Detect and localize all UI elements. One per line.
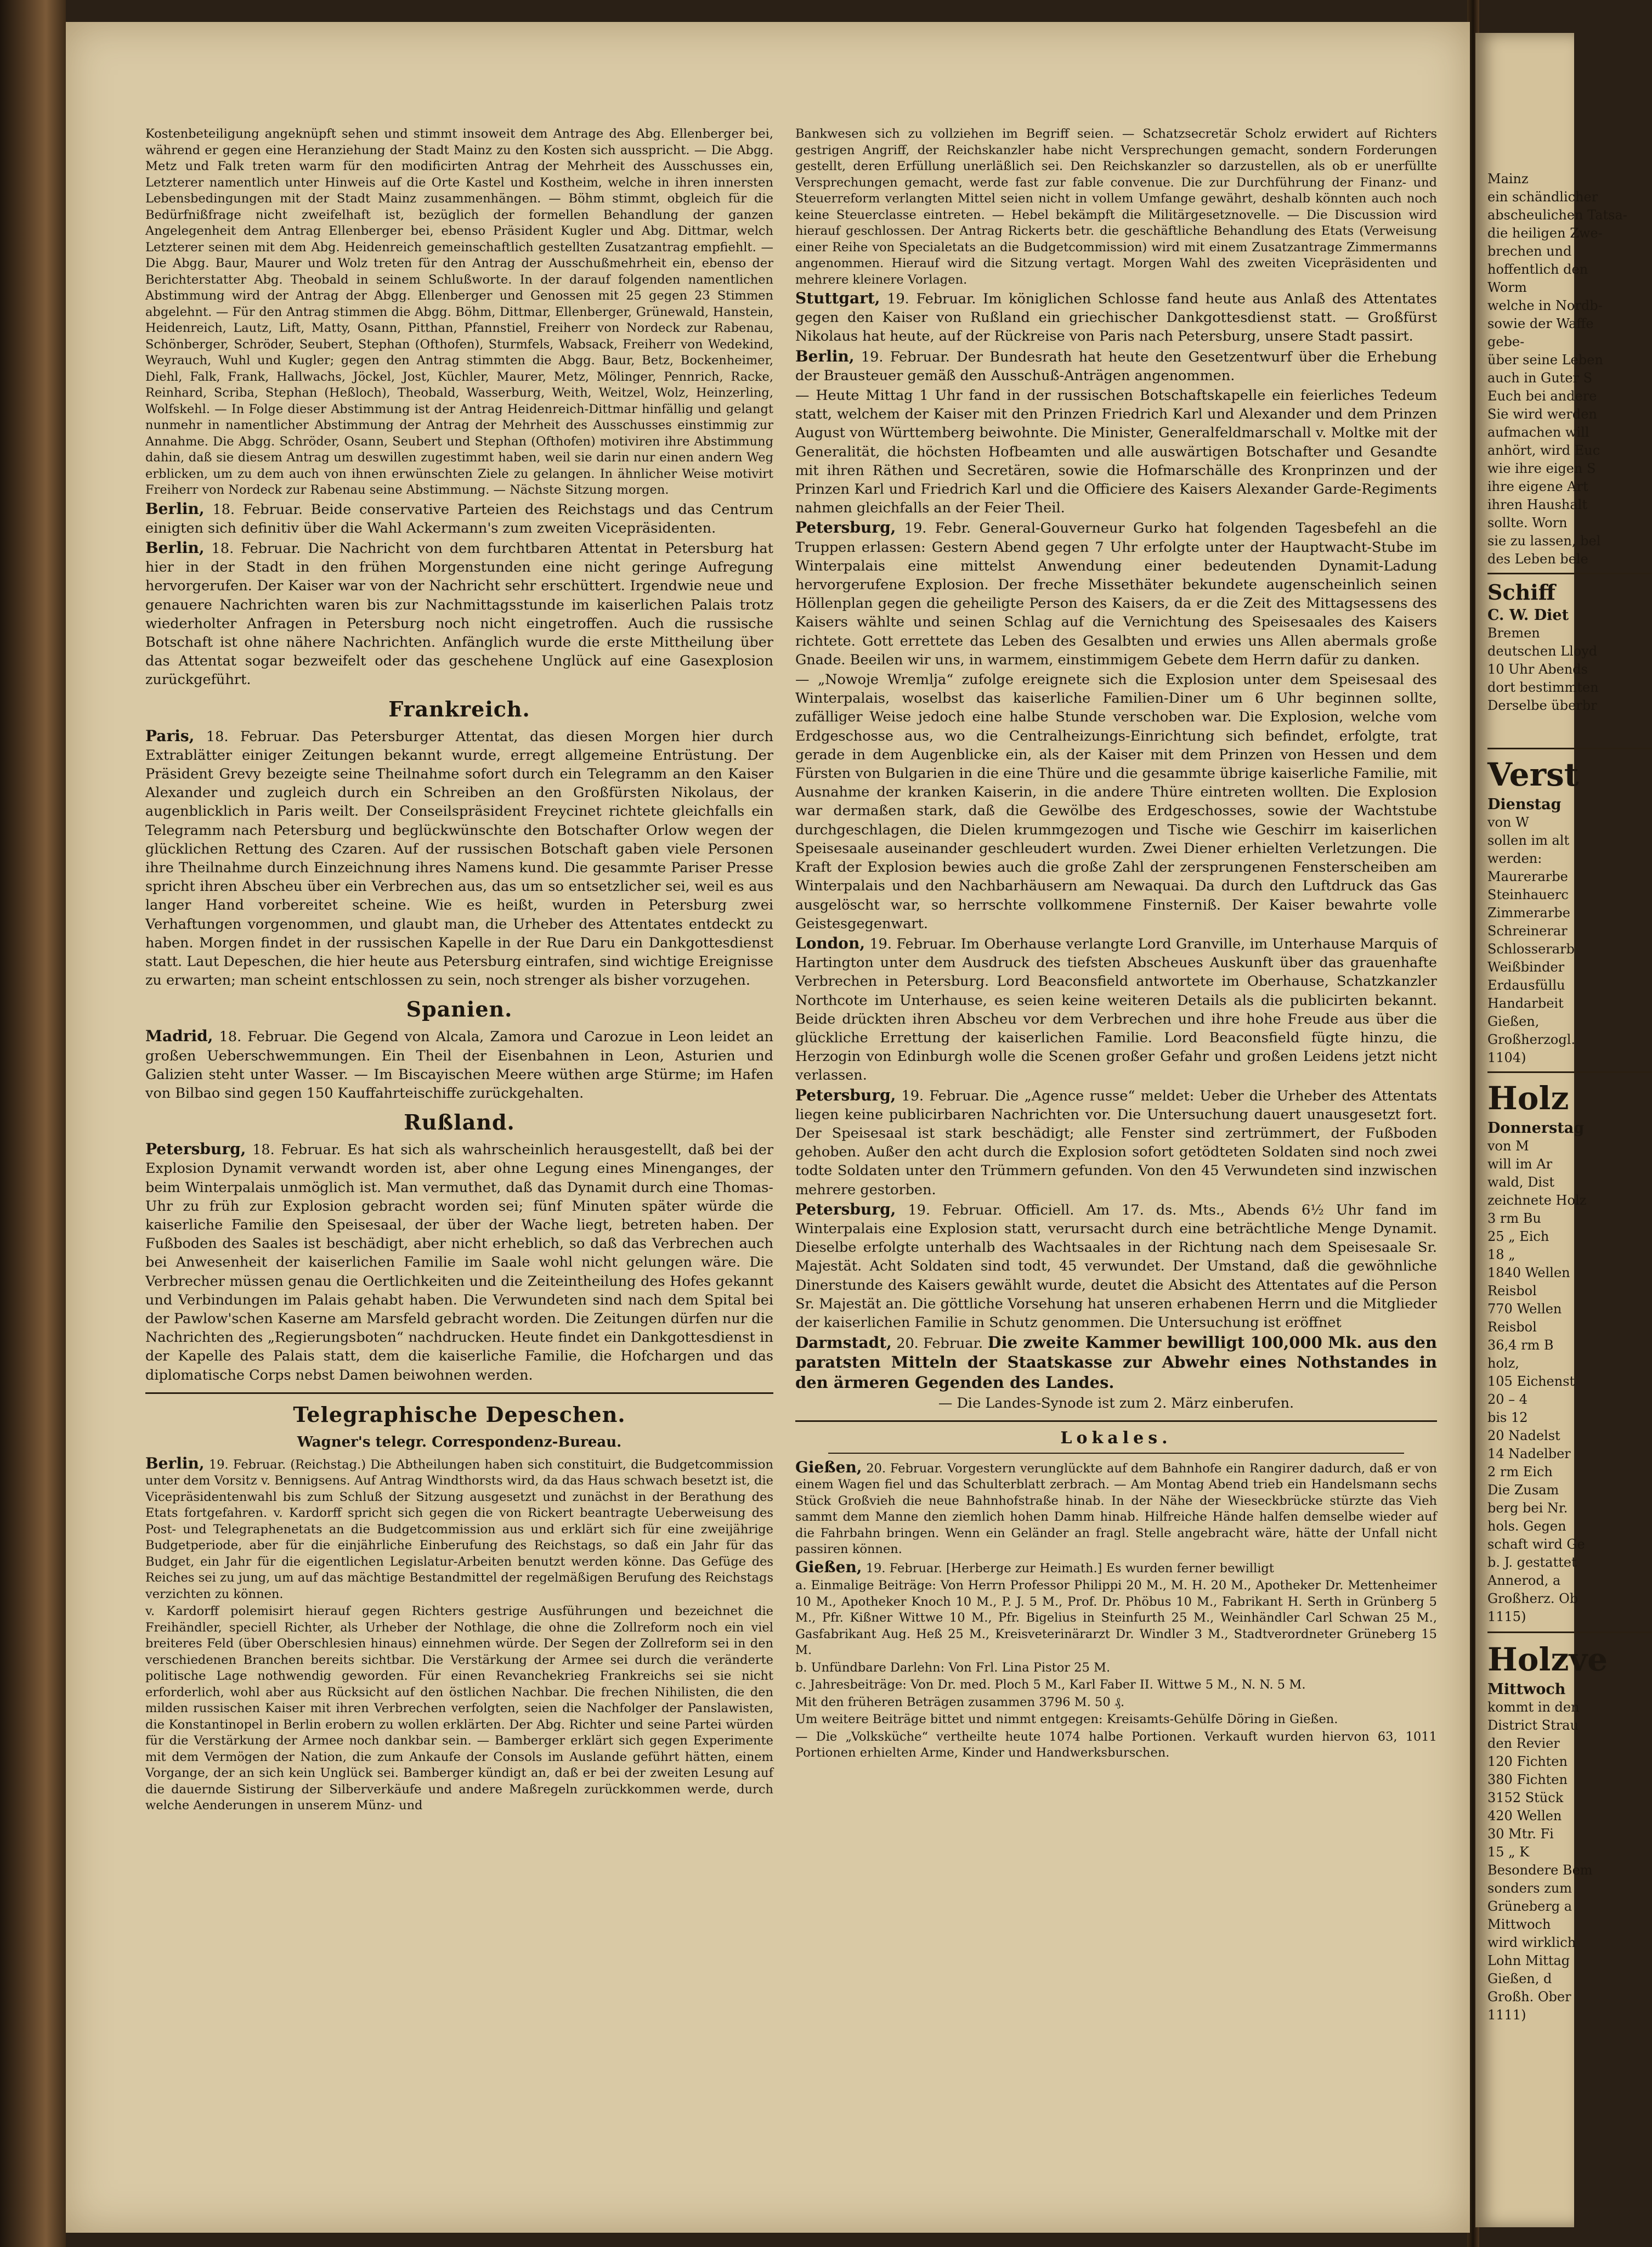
fragment-line: Derselbe überbr [1487,698,1597,713]
fragment-divider [1487,748,1652,749]
fragment-line: Gießen, [1487,1014,1540,1029]
fragment-line: 1115) [1487,1609,1526,1624]
donation-list: a. Einmalige Beiträge: Von Herrn Professor Philippi 20 M., M. H. 20 M., Apotheker Dr. Mettenheimer 10 M., Apotheker Knoch 10 M., P. J. 5 M., Prof. Dr. Phöbus 10 M., Fabrikant H. Serth in Grünberg 5 M., Pfr. Kißner Wittwe 10 M., Pfr. Bigelius in Steinfurth 25 M., Weinhändler Carl Schwan 25 M., Gasfabrikant Aug. Heß 25 M., Kreisveterinärarzt Dr. Windler 3 M., Stadtverordneter Grüneberg 15 M. [795,1578,1437,1658]
section-heading-spanien: Spanien. [406,997,513,1022]
fragment-line: 15 „ K [1487,1844,1530,1860]
fragment-line: Schreinerar [1487,923,1568,939]
dateline: Berlin, [145,1454,205,1472]
fragment-line: 3152 Stück [1487,1790,1564,1805]
fragment-line: Steinhauerc [1487,887,1569,902]
article-paragraph: Berlin, 18. Februar. Beide conservative Parteien des Reichstags und das Centrum einigten sich definitiv über die Wahl Ackermann's zum zweiten Vicepräsidenten. [145,499,774,537]
fragment-heading: Verst [1487,756,1579,793]
fragment-line: Reisbol [1487,1283,1537,1298]
fragment-line: Mittwoch [1487,1681,1566,1698]
dateline: Petersburg, [795,518,896,537]
article-paragraph: Darmstadt, 20. Februar. Die zweite Kammer bewilligt 100,000 Mk. aus den paratsten Mitteln der Staatskasse zur Abwehr eines Nothstandes in den ärmeren Gegenden des Landes. [795,1333,1437,1392]
section-heading-lokales: Lokales. [1060,1428,1172,1448]
donation-note: Um weitere Beiträge bittet und nimmt entgegen: Kreisamts-Gehülfe Döring in Gießen. [795,1712,1338,1727]
section-divider [795,1420,1437,1422]
fragment-line: Großherzogl. [1487,1032,1576,1047]
fragment-line: bis 12 [1487,1410,1528,1425]
dateline: Madrid, [145,1027,213,1046]
fragment-line: Worm [1487,280,1527,295]
article-paragraph: — Heute Mittag 1 Uhr fand in der russischen Botschaftskapelle ein feierliches Tedeum statt, welchem der Kaiser mit den Prinzen Friedrich Karl und Alexander und dem Prinzen August von Württemberg beiwohnte. Die Minister, Generalfeldmarschall v. Moltke mit der Generalität, die höchsten Hofbeamten und alle auswärtigen Botschafter und Gesandte mit ihren Räthen und Secretären, sowie die Hofmarschälle des Kronprinzen und der Prinzen Karl und Friedrich Karl und die Officiere des Kaisers Alexander Garde-Regiments nahmen gleichfalls an der Feier Theil. [795,387,1437,517]
fragment-line: Mittwoch [1487,1917,1551,1932]
dateline: Berlin, [145,499,205,518]
fragment-divider [1487,1631,1652,1633]
article-paragraph: — Die Landes-Synode ist zum 2. März einberufen. [938,1395,1294,1412]
fragment-line: über seine Leben [1487,352,1603,368]
dateline: Berlin, [145,538,205,557]
fragment-line: hols. Gegen [1487,1518,1566,1534]
section-heading-telegraph: Telegraphische Depeschen. [293,1402,626,1427]
fragment-line: schaft wird Ge [1487,1537,1585,1552]
fragment-line: Die Zusam [1487,1482,1559,1498]
article-paragraph: Petersburg, 19. Februar. Officiell. Am 17. ds. Mts., Abends 6½ Uhr fand im Winterpalais eine Explosion statt, verursacht durch eine beträchtliche Menge Dynamit. Dieselbe erfolgte unterhalb des Wachtsaales in der Richtung nach dem Speisesaale Sr. Majestät. Acht Soldaten sind todt, 45 verwundet. Der Umstand, daß die gewöhnliche Dinerstunde des Kaisers gewählt wurde, deutet die Absicht des Attentates auf die Person Sr. Majestät an. Die göttliche Vorsehung hat unseren erhabenen Herrn und die Mitglieder der kaiserlichen Familie in Schutz genommen. Die Untersuchung ist eröffnet [795,1200,1438,1331]
fragment-line: Sie wird werden [1487,407,1597,422]
dateline: Petersburg, [795,1086,896,1104]
fragment-line: 36,4 rm B [1487,1337,1554,1353]
fragment-line: 3 rm Bu [1487,1211,1541,1226]
fragment-line: berg bei Nr. [1487,1500,1568,1516]
dateline: Darmstadt, [795,1334,892,1352]
dateline: London, [795,934,865,952]
fragment-line: Mainz [1487,171,1529,187]
dateline: Stuttgart, [795,289,880,307]
fragment-line: 1104) [1487,1050,1526,1065]
article-paragraph: Paris, 18. Februar. Das Petersburger Attentat, das diesen Morgen hier durch Extrablätter einiger Zeitungen bekannt wurde, erregt allgemeine Entrüstung. Der Präsident Grevy bezeigte seine Theilnahme sofort durch ein Telegramm an den Kaiser Alexander und zugleich durch ein Schreiben an den Großfürsten Nikolaus, der augenblicklich in Paris weilt. Der Conseilspräsident Freycinet richtete gleichfalls ein Telegramm nach Petersburg und beglückwünschte den Botschafter Orlow wegen der glücklichen Rettung des Czaren. Auf der russischen Botschaft gaben viele Personen ihre Theilnahme durch Einzeichnung ihres Namens kund. Die gesammte Pariser Presse spricht ihren Abscheu über ein Verbrechen aus, das um so entsetzlicher sei, weil es aus langer Hand vorbereitet scheine. Wie es heißt, wurden in Petersburg zwei Verhaftungen vorgenommen, und glaubt man, die Urheber des Attentates entdeckt zu haben. Morgen findet in der russischen Kapelle in der Rue Daru ein Dankgottesdienst statt. Laut Depeschen, die hier heute aus Petersburg eintrafen, sind wichtige Ereignisse zu erwarten; man scheint entschlossen zu sein, noch strenger als bisher vorzugehen. [145,726,773,989]
right-column [795,126,1437,1763]
dateline: Petersburg, [795,1200,896,1218]
left-column [145,126,773,1815]
dateline: Gießen, [795,1557,862,1576]
fragment-line: Handarbeit [1487,996,1564,1011]
fragment-block [1487,1680,1652,2024]
fragment-line: Erdausfüllu [1487,978,1565,993]
section-heading-russland: Rußland. [404,1110,515,1135]
fragment-line: abscheulichen Tatsa- [1487,207,1627,223]
article-paragraph: v. Kardorff polemisirt hierauf gegen Richters gestrige Ausführungen und bezeichnet die Freihändler, speciell Richter, als Urheber der Nothlage, die ohne die Zollreform noch ein viel breiteres Feld (über Oberschlesien hinaus) einnehmen würde. Der Segen der Zollreform sei in den verschiedenen Branchen bereits sichtbar. Die Verstärkung der Armee sei durch die veränderte politische Lage nothwendig geworden. Für einen Revanchekrieg Frankreichs sei sie nicht erforderlich, wohl aber aus Rücksicht auf den östlichen Nachbar. Die frechen Nihilisten, die den milden russischen Kaiser mit ihren Verbrechen verfolgten, seien die Nachfolger der Panslawisten, die Konstantinopel in Berlin erobern zu wollen erklärten. Der Abg. Richter und seine Partei würden für die Verstärkung der Armee noch dankbar sein. — Bamberger erklärt sich gegen Experimente mit dem Vermögen der Nation, die zum Ankaufe der Consols im Auslande geführt hätten, einem Vorgange, der an sich kein Unglück sei. Bamberger kündigt an, daß er bei der zweiten Lesung auf die dauernde Sistirung der Silberverkäufe und andere Maßregeln zurückkommen werde, durch welche Aenderungen in unserem Münz- und [145,1604,773,1813]
fragment-line: Donnerstag [1487,1120,1585,1137]
fragment-line: Maurerarbe [1487,869,1568,884]
heading-underline [828,1453,1404,1454]
fragment-block [1487,795,1652,1067]
fragment-line: aufmachen will [1487,425,1589,440]
fragment-line: 25 „ Eich [1487,1229,1549,1244]
fragment-line: Schlosserarb [1487,941,1575,957]
fragment-line: sie zu lassen, bel [1487,533,1601,549]
fragment-line: sonders zum [1487,1881,1572,1896]
fragment-line: Reisbol [1487,1319,1537,1335]
fragment-line: 1840 Wellen [1487,1265,1570,1280]
fragment-line: Besondere Bem [1487,1862,1593,1878]
fragment-line: Zimmerarbe [1487,905,1570,921]
fragment-heading: Holzve [1487,1641,1608,1678]
fragment-line: will im Ar [1487,1156,1553,1172]
article-paragraph: — Die „Volksküche“ vertheilte heute 1074 halbe Portionen. Verkauft wurden hiervon 63, 1011 Portionen erhielten Arme, Kinder und Handwerksburschen. [795,1729,1437,1760]
donation-list: b. Unfündbare Darlehn: Von Frl. Lina Pistor 25 M. [795,1660,1111,1675]
donation-total: Mit den früheren Beträgen zusammen 3796 M. 50 ₰. [795,1695,1125,1709]
fragment-line: ihre eigene Art [1487,479,1588,494]
fragment-line: 120 Fichten [1487,1754,1568,1769]
article-paragraph: Stuttgart, 19. Februar. Im königlichen Schlosse fand heute aus Anlaß des Attentates gegen den Kaiser von Rußland ein griechischer Dankgottesdienst statt. — Großfürst Nikolaus hat heute, auf der Rückreise von Paris nach Petersburg, unsere Stadt passirt. [795,289,1437,345]
fragment-line: District Strau [1487,1718,1579,1733]
fragment-line: die heiligen Zwe- [1487,225,1603,241]
article-paragraph: — „Nowoje Wremlja“ zufolge ereignete sich die Explosion unter dem Speisesaal des Winterpalais, woselbst das kaiserliche Familien-Diner um 6 Uhr beginnen sollte, zufälliger Weise jedoch eine halbe Stunde verschoben war. Die Explosion, welche vom Erdgeschosse aus, wo die Centralheizungs-Einrichtung sich befindet, erfolgte, trat gerade in dem Augenblicke ein, als der Kaiser mit dem Prinzen von Hessen und dem Fürsten von Bulgarien in die eine Thüre und die gesammte übrige kaiserliche Familie, mit Ausnahme der kranken Kaiserin, in die andere Thüre eintreten wollten. Die Explosion war dermaßen stark, daß die Gewölbe des Erdgeschosses, sowie der Wachtstube durchgeschlagen, die Dielen krummgezogen und Tische wie Geschirr im kaiserlichen Speisesaale auseinander geschleudert wurden. Zwei Diener erhielten Verletzungen. Die Kraft der Explosion bewies auch die große Zahl der zersprungenen Fensterscheiben am Winterpalais und den Nachbarhäusern am Newaquai. Da durch den Luftdruck das Gas ausgelöscht war, so herrschte vollkommene Finsterniß. Der Kaiser bewahrte volle Geistesgegenwart. [795,671,1437,932]
fragment-line: Euch bei andere [1487,388,1597,404]
section-divider [145,1392,773,1394]
donation-list: c. Jahresbeiträge: Von Dr. med. Ploch 5 M., Karl Faber II. Wittwe 5 M., N. N. 5 M. [795,1678,1306,1692]
fragment-line: C. W. Diet [1487,607,1569,624]
fragment-line: ein schändlicher [1487,189,1598,205]
fragment-heading: Holz [1487,1080,1569,1117]
article-paragraph: Gießen, 19. Februar. [Herberge zur Heimath.] Es wurden ferner bewilligt [795,1557,1274,1576]
fragment-divider [1487,1071,1652,1073]
fragment-line: Grüneberg a [1487,1899,1572,1914]
article-paragraph: Petersburg, 19. Febr. General-Gouverneur Gurko hat folgenden Tagesbefehl an die Truppen erlassen: Gestern Abend gegen 7 Uhr erfolgte unter der Hauptwacht-Stube im Winterpalais eine mittelst Anwendung einer bedeutenden Dynamit-Ladung hervorgerufene Explosion. Der freche Missethäter bekundete augenscheinlich seinen Höllenplan gegen die geheiligte Person des Kaisers, da er die Zeit des Mittagsessens des Kaisers wählte und seinen Schlag auf die Vernichtung des Speisesaales des Kaisers richtete. Gott errettete das Leben des Gesalbten und erwies uns Allen abermals große Gnade. Beeilen wir uns, in warmem, einstimmigem Gebete dem Herrn dafür zu danken. [795,518,1438,668]
section-heading-frankreich: Frankreich. [388,696,530,721]
fragment-line: kommt in den [1487,1700,1580,1715]
fragment-line: 420 Wellen [1487,1808,1562,1823]
fragment-divider [1487,573,1652,574]
fragment-line: werden: [1487,851,1542,866]
fragment-line: 14 Nadelber [1487,1446,1571,1461]
adjacent-page-fragment [1475,33,1627,2227]
fragment-line: auch in Guter S [1487,370,1593,386]
fragment-line: hoffentlich den [1487,262,1588,277]
article-paragraph: Berlin, 19. Februar. Der Bundesrath hat heute den Gesetzentwurf über die Erhebung der Brausteuer gemäß den Ausschuß-Anträgen angenommen. [795,347,1437,384]
fragment-line: 2 rm Eich [1487,1464,1553,1480]
fragment-line: wie ihre eigen S [1487,461,1596,476]
fragment-line: wald, Dist [1487,1175,1555,1190]
fragment-line: 770 Wellen [1487,1301,1562,1317]
article-paragraph: Petersburg, 18. Februar. Es hat sich als wahrscheinlich herausgestellt, daß bei der Explosion Dynamit verwandt worden ist, aber ohne Legung eines Minenganges, der beim Winterpalais unmöglich ist. Man vermuthet, daß das Dynamit durch eine Thomas-Uhr zu früh zur Explosion gebracht worden sei; fünf Minuten später würde die kaiserliche Familie den Speisesaal, der über der Wache liegt, betreten haben. Der Fußboden des Saales ist beschädigt, aber nicht erheblich, so daß das Verbrechen auch bei Anwesenheit der kaiserlichen Familie im Saale wohl nicht gelungen wäre. Die Verbrecher müssen genau die Oertlichkeiten und die Zeiteintheilung des Hofes gekannt und Verbindungen im Palais gehabt haben. Die Verwundeten sind nach dem Spital bei der Pawlow'schen Kaserne am Marsfeld gebracht worden. Die Zeitungen dürfen nur die Nachrichten des „Regierungsboten“ nachdrucken. Heute findet ein Dankgottesdienst in der Kapelle des Palais statt, dem die kaiserliche Familie, die Hofchargen und das diplomatische Corps nebst Damen beiwohnen werden. [145,1140,774,1384]
fragment-line: anhört, wird Euc [1487,443,1600,458]
fragment-line: zeichnete Holz [1487,1193,1587,1208]
book-binding-edge [0,0,66,2247]
dateline: Petersburg, [145,1140,246,1159]
article-paragraph: Petersburg, 19. Februar. Die „Agence russe“ meldet: Ueber die Urheber des Attentats liegen keine publicirbaren Nachrichten vor. Die Untersuchung dauert unausgesetzt fort. Der Speisesaal ist stark beschädigt; alle Fenster sind zertrümmert, der Fußboden gehoben. Außer den acht durch die Explosion sofort getödteten Soldaten sind noch zwei todte Soldaten unter den Trümmern gefunden. Von den 45 Verwundeten sind inzwischen mehrere gestorben. [795,1086,1437,1198]
fragment-line: von W [1487,815,1529,830]
fragment-line: brechen und [1487,244,1572,259]
fragment-heading: Schiff [1487,580,1555,605]
article-paragraph: Kostenbeteiligung angeknüpft sehen und stimmt insoweit dem Antrage des Abg. Ellenberger bei, während er gegen eine Heranziehung der Stadt Mainz zu den Kosten sich ausspricht. — Die Abgg. Metz und Falk treten warm für den modificirten Antrag der Mehrheit des Ausschusses ein, Letzterer namentlich unter Hinweis auf die Orte Kastel und Kostheim, welche in ihren innersten Lebensbedingungen mit der Stadt Mainz zusammenhängen. — Böhm stimmt, obgleich für die Bedürfnißfrage nicht zweifelhaft ist, bezüglich der formellen Behandlung der ganzen Angelegenheit dem Antrag Ellenberger bei, ebenso Präsident Kugler und Abg. Dittmar, welch Letzterer seinen mit dem Abg. Heidenreich gemeinschaftlich gestellten Zusatzantrag empfiehlt. — Die Abgg. Baur, Maurer und Wolz treten für den Antrag der Ausschußmehrheit ein, ebenso der Berichterstatter Abg. Theobald in seinem Schlußworte. In der darauf folgenden namentlichen Abstimmung wird der Antrag der Abgg. Ellenberger und Genossen mit 25 gegen 23 Stimmen abgelehnt. — Für den Antrag stimmen die Abgg. Böhm, Dittmar, Ellenberger, Grünewald, Hanstein, Heidenreich, Lautz, Lift, Matty, Osann, Pitthan, Pfannstiel, Freiherr von Nordeck zur Rabenau, Schönberger, Schröder, Seubert, Stephan (Ofthofen), Sturmfels, Wabsack, Freiherr von Wedekind, Weyrauch, Wuhl und Kugler; gegen den Antrag stimmten die Abgg. Baur, Betz, Bockenheimer, Diehl, Falk, Frank, Hallwachs, Jöckel, Jost, Küchler, Maurer, Metz, Mölinger, Pennrich, Racke, Reinhard, Scriba, Stephan (Heßloch), Theobald, Wasserburg, Weith, Weitzel, Wolz, Heinzerling, Wolfskehl. — In Folge dieser Abstimmung ist der Antrag Heidenreich-Dittmar hinfällig und gelangt nunmehr in namentlicher Abstimmung der Antrag der Mehrheit des Ausschusses einstimmig zur Annahme. Die Abgg. Schröder, Osann, Seubert und Stephan (Ofthofen) motiviren ihre Abstimmung dahin, daß sie diesem Antrag um deswillen zugestimmt haben, weil sie darin nur einen andern Weg erblicken, um zu dem auch von ihnen erwünschten Ziele zu gelangen. In ähnlicher Weise motivirt Freiherr von Nordeck zur Rabenau seine Abstimmung. — Nächste Sitzung morgen. [145,127,773,497]
fragment-block [1487,170,1652,568]
fragment-line: Großherz. Ob [1487,1591,1579,1606]
fragment-line: dort bestimmten [1487,680,1599,695]
fragment-line: von M [1487,1138,1529,1154]
article-paragraph: Berlin, 19. Februar. (Reichstag.) Die Abtheilungen haben sich constituirt, die Budgetcommission unter dem Vorsitz v. Bennigsens. Auf Antrag Windthorsts wird, da das Haus schwach besetzt ist, die Vicepräsidentenwahl bis zum Schluß der Sitzung ausgesetzt und zunächst in der Berathung des Etats fortgefahren. v. Kardorff spricht sich gegen die von Rickert beantragte Ueberweisung des Post- und Telegraphenetats an die Budgetcommission aus und erklärt sich für eine zweijährige Budgetperiode, aber für die einjährliche Einberufung des Reichstags, so daß ein Jahr für das Budget, ein Jahr für die eigentlichen Legislatur-Arbeiten benutzt werden könne. Das Gefüge des Reiches sei zu jung, um auf das mächtige Bestandmittel der regelmäßigen Berufung des Reichstags verzichten zu können. [145,1454,773,1601]
fragment-line: 20 Nadelst [1487,1428,1560,1443]
fragment-line: 105 Eichenst [1487,1374,1575,1389]
fragment-line: Weißbinder [1487,959,1565,975]
fragment-line: holz, [1487,1356,1519,1371]
fragment-block [1487,1119,1652,1626]
article-paragraph: Berlin, 18. Februar. Die Nachricht von dem furchtbaren Attentat in Petersburg hat hier in der Stadt in den frühen Morgenstunden eine nicht geringe Aufregung hervorgerufen. Der Kaiser war von der Nachricht sehr erschüttert. Irgendwie neue und genauere Nachrichten waren bis zur Nachmittagsstunde im kaiserlichen Palais trotz wiederholter Anfragen in Petersburg noch nicht eingetroffen. Auch die russische Botschaft ist ohne nähere Nachrichten. Anfänglich wurde die erste Mittheilung über das Attentat sogar bezweifelt oder das geschehene Unglück auf eine Gasexplosion zurückgeführt. [145,538,773,688]
dateline: Berlin, [795,347,855,365]
fragment-line: Annerod, a [1487,1573,1561,1588]
article-paragraph: Bankwesen sich zu vollziehen im Begriff seien. — Schatzsecretär Scholz erwidert auf Richters gestrigen Angriff, der Reichskanzler habe nicht Versprechungen gemacht, sondern Forderungen gestellt, deren Erfüllung unerläßlich sei. Den Reichskanzler so darzustellen, als ob er unerfüllte Versprechungen gemacht, werde fast zur fable convenue. Die zur Durchführung der Finanz- und Steuerreform verlangten Mittel seien nicht in vollem Umfange gewährt, deshalb könnten auch noch keine Steuerclasse eintreten. — Hebel bekämpft die Militärgesetznovelle. — Die Discussion wird hierauf geschlossen. Der Antrag Rickerts betr. die geschäftliche Behandlung des Etats (Verweisung einer Reihe von Specialetats an die Budgetcommission) wird mit einem Zusatzantrage Zimmermanns angenommen. Hierauf wird die Sitzung vertagt. Morgen Wahl des zweiten Vicepräsidenten und mehrere kleinere Vorlagen. [795,127,1437,287]
fragment-line: Bremen [1487,625,1540,641]
fragment-line: welche in Nordb- [1487,298,1603,313]
fragment-line: Lohn Mittag [1487,1953,1570,1968]
dateline: Gießen, [795,1458,862,1476]
bold-announcement: Die zweite Kammer bewilligt 100,000 Mk. aus den paratsten Mitteln der Staatskasse zur Abwehr eines Nothstandes in den ärmeren Gegenden des Landes. [795,1333,1437,1392]
fragment-line: b. J. gestattet [1487,1555,1577,1570]
fragment-line: 10 Uhr Abends [1487,662,1588,677]
fragment-line: Großh. Ober [1487,1989,1571,2005]
fragment-line: den Revier [1487,1736,1560,1751]
fragment-line: sowie der Waffe [1487,316,1594,331]
fragment-block [1487,606,1652,715]
fragment-line: 30 Mtr. Fi [1487,1826,1554,1842]
fragment-line: Gießen, d [1487,1971,1552,1986]
fragment-line: ihren Haushalt [1487,497,1587,512]
article-paragraph: London, 19. Februar. Im Oberhause verlangte Lord Granville, im Unterhause Marquis of Hartington unter dem Ausdruck des tiefsten Abscheues Auskunft über das grauenhafte Verbrechen in Petersburg. Lord Beaconsfield antwortete im Oberhause, Schatzkanzler Northcote im Unterhause, es seien keine weiteren Details als die publicirten bekannt. Beide drückten ihren Abscheu vor dem Verbrechen und ihre hohe Freude aus über die glückliche Errettung der kaiserlichen Familie. Lord Beaconsfield fügte hinzu, die Herzogin von Edinburgh wolle die Scenen großer Gefahr und großen Leidens jetzt nicht verlassen. [795,934,1438,1084]
fragment-line: 20 – 4 [1487,1392,1528,1407]
dateline: Paris, [145,726,195,745]
fragment-line: 1111) [1487,2007,1526,2023]
fragment-line: Dienstag [1487,796,1562,813]
fragment-line: wird wirklich [1487,1935,1576,1950]
fragment-line: 18 „ [1487,1247,1515,1262]
fragment-line: des Leben bele [1487,551,1588,567]
fragment-line: sollte. Worn [1487,515,1568,530]
adjacent-page-content [1487,170,1652,2024]
article-paragraph: Gießen, 20. Februar. Vorgestern verunglückte auf dem Bahnhofe ein Rangirer dadurch, daß er von einem Wagen fiel und das Schulterblatt zerbrach. — Am Montag Abend trieb ein Handelsmann sechs Stück Großvieh die neue Bahnhofstraße hinab. In der Nähe der Wieseckbrücke stürzte das Vieh sammt dem Manne den ziemlich hohen Damm hinab. Hilfreiche Hände halfen demselbe wieder auf die Fahrbahn bringen. Wenn ein Geländer an fragl. Stelle angebracht wäre, hätte der Unfall nicht passiren können. [795,1458,1438,1557]
fragment-line: deutschen Lloyd [1487,643,1598,659]
bureau-subheading: Wagner's telegr. Correspondenz-Bureau. [297,1433,622,1450]
fragment-line: gebe- [1487,334,1525,349]
fragment-line: 380 Fichten [1487,1772,1568,1787]
fragment-line: sollen im alt [1487,833,1570,848]
article-paragraph: Madrid, 18. Februar. Die Gegend von Alcala, Zamora und Carozue in Leon leidet an großen Ueberschwemmungen. Ein Theil der Eisenbahnen in Leon, Asturien und Galizien steht unter Wasser. — Im Biscayischen Meere wüthen arge Stürme; im Hafen von Bilbao sind gegen 150 Kauffahrteischiffe zurückgehalten. [145,1027,773,1102]
